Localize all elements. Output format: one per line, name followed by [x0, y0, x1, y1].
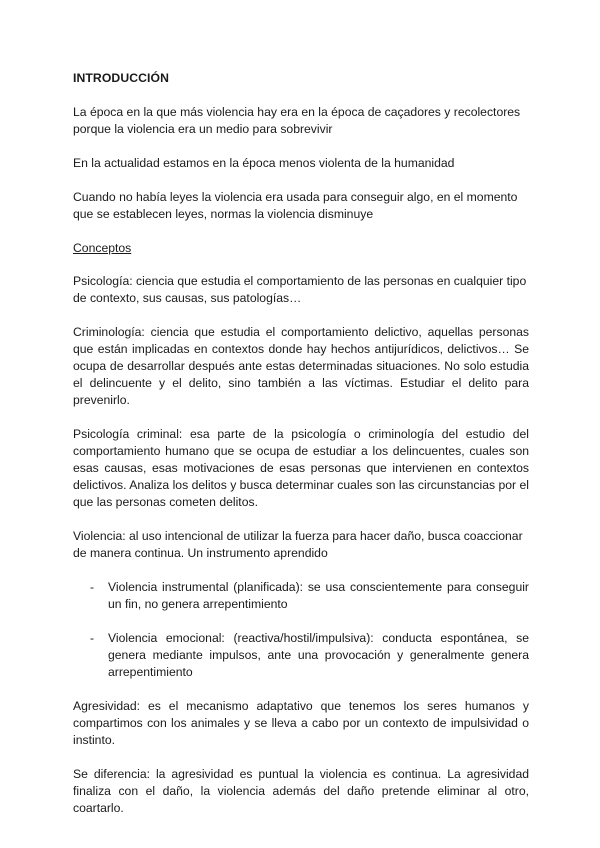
document-heading: INTRODUCCIÓN: [73, 71, 169, 85]
intro-paragraph: Cuando no había leyes la violencia era usada para conseguir algo, en el momento que se establecen leyes, normas la violencia disminuye: [73, 190, 518, 221]
list-item-text: Violencia instrumental (planificada): se usa conscientemente para conseguir un fin, no genera arrepentimiento: [108, 580, 529, 611]
section-title-conceptos: Conceptos: [73, 241, 132, 255]
concept-violencia: Violencia: al uso intencional de utilizar la fuerza para hacer daño, busca coaccionar de manera continua. Un instrumento aprendido: [73, 529, 523, 560]
intro-paragraph: En la actualidad estamos en la época menos violenta de la humanidad: [73, 156, 455, 170]
bullet-dash: -: [90, 580, 95, 594]
violence-types-list: [73, 579, 529, 681]
concept-psicologia-criminal: Psicología criminal: esa parte de la psicología o criminología del estudio del comportamiento humano que se ocupa de estudiar a los delincuentes, cuales son esas causas, esas motivaciones de esas personas que intervienen en contextos delictivos. Analiza los delitos y busca determinar cuales son las circunstancias por el que las personas cometen delitos.: [73, 427, 529, 509]
list-item: [73, 630, 529, 681]
list-item: [73, 579, 529, 613]
bullet-dash: -: [90, 631, 95, 645]
concept-diferencia: Se diferencia: la agresividad es puntual la violencia es continua. La agresividad finaliza con el daño, la violencia además del daño pretende eliminar al otro, coartarlo.: [73, 767, 529, 815]
intro-paragraph: La época en la que más violencia hay era en la época de caçadores y recolectores porque la violencia era un medio para sobrevivir: [73, 105, 521, 136]
concept-criminologia: Criminología: ciencia que estudia el comportamiento delictivo, aquellas personas que están implicadas en contextos donde hay hechos antijurídicos, delictivos… Se ocupa de desarrollar después ante estas determinadas situaciones. No solo estudia el delincuente y el delito, sino también a las víctimas. Estudiar el delito para prevenirlo.: [73, 325, 529, 407]
concept-psicologia: Psicología: ciencia que estudia el comportamiento de las personas en cualquier tipo de contexto, sus causas, sus patologías…: [73, 274, 527, 305]
concept-agresividad: Agresividad: es el mecanismo adaptativo que tenemos los seres humanos y compartimos con los animales y se lleva a cabo por un contexto de impulsividad o instinto.: [73, 699, 529, 747]
list-item-text: Violencia emocional: (reactiva/hostil/impulsiva): conducta espontánea, se genera mediante impulsos, ante una provocación y generalmente genera arrepentimiento: [108, 631, 529, 679]
